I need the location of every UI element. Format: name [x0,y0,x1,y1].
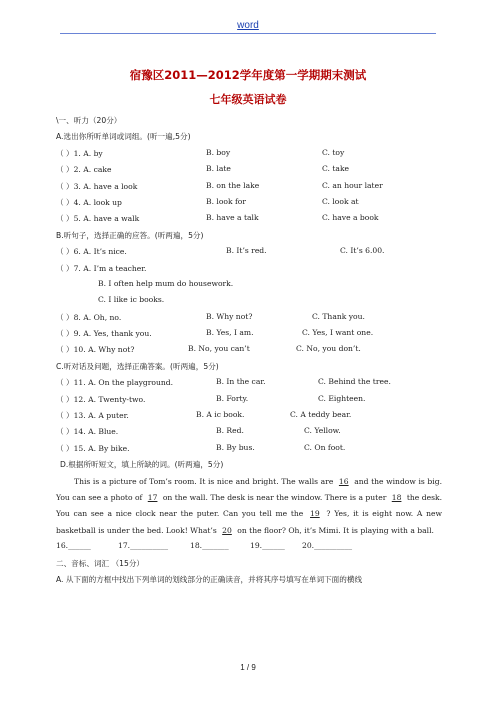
blank-16: 16 [338,476,349,486]
question-row: （ ）14. A. Blue. B. Red. C. Yellow. [56,426,341,437]
part-a-heading: A.选出你所听单词或词组。(听一遍,5分) [56,132,191,142]
question-row: （ ）4. A. look up B. look for C. look at [56,196,359,207]
part-b-heading: B.听句子，选择正确的应答。(听两遍，5分) [56,230,204,240]
question-row: （ ）9. A. Yes, thank you. B. Yes, I am. C. Yes, I want one. [56,328,374,339]
question-row: （ ）12. A. Twenty-two. B. Forty. C. Eighteen. [56,393,366,404]
question-row: （ ）2. A. cake B. late C. take [56,164,350,175]
exam-content [56,113,442,588]
blank-17: 17 [147,493,158,502]
exam-title: 宿豫区2011—2012学年度第一学期期末测试 [129,68,367,82]
question-row: （ ）11. A. On the playground. B. In the car. C. Behind the tree. [56,377,391,388]
listening-passage: This is a picture of Tom’s room. It is nice and bright. The walls are 16 and the window is big. You can see a photo of 17 on the wall. The desk is near the window. There is a puter 18 the desk. You can see a nice clock near the puter. Can you tell me the 19 ? Yes, it is eight now. A new basketball is under the bed. Look! What’s 20 on the floor? Oh, it’s Mimi. It is playing with a ball. [56,476,442,535]
question-row: （ ）7. A. I’m a teacher. [56,263,147,273]
question-row: （ ）5. A. have a walk B. have a talk C. have a book [56,213,379,224]
question-row: （ ）6. A. It’s nice. B. It’s red. C. It’s 6.00. [56,246,385,257]
exam-subtitle: 七年级英语试卷 [209,93,287,106]
question-option: C. I like ic books. [98,295,165,305]
part-d-heading: D.根据所听短文，填上所缺的词。(听两遍，5分) [60,460,224,470]
question-row: （ ）10. A. Why not? B. No, you can’t C. No, you don’t. [56,344,361,355]
page-number: 1 / 9 [240,663,256,672]
header-word-link[interactable]: word [237,20,259,31]
blank-19: 19 [310,509,320,519]
header-divider [60,33,436,34]
question-row: （ ）13. A. A puter. B. A ic book. C. A teddy bear. [56,410,352,421]
section-heading: \一、听力（20分） [56,116,122,125]
blank-20: 20 [222,525,232,535]
question-row: （ ）8. A. Oh, no. B. Why not? C. Thank you. [56,311,365,322]
answer-blanks: 16.______ 17.__________ 18._______ 19.______ 20.__________ [56,541,353,551]
part-c-heading: C.听对话及问题，选择正确答案。(听两遍，5分) [56,361,219,371]
section-heading: 二、音标、词汇 （15分） [56,558,145,568]
question-row: （ ）3. A. have a look B. on the lake C. an hour later [56,180,383,191]
question-option: B. I often help mum do housework. [98,278,234,288]
question-row: （ ）1. A. by B. boy C. toy [56,147,345,158]
blank-18: 18 [391,493,402,502]
question-row: （ ）15. A. By bike. B. By bus. C. On foot. [56,442,346,453]
part-a-heading: A. 从下面的方框中找出下列单词的划线部分的正确读音，并将其序号填写在单词下面的横线 [56,575,363,584]
